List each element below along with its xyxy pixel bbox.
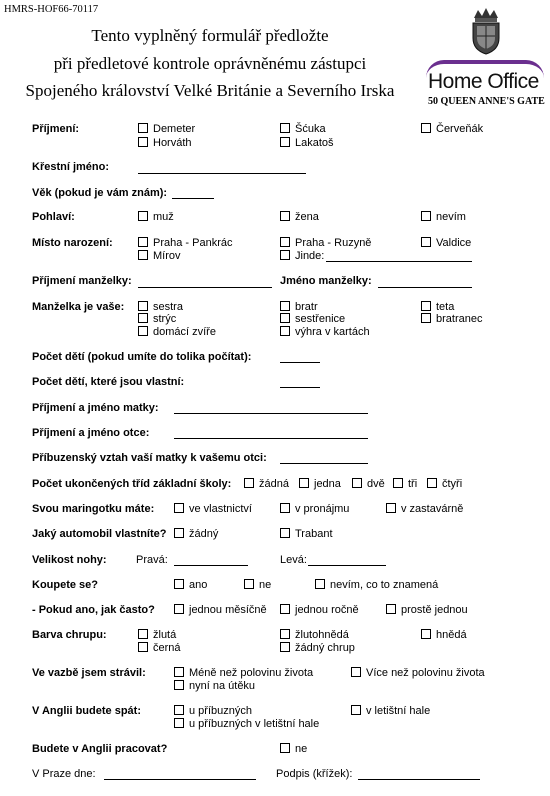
sex-label: Pohlaví:	[32, 211, 75, 223]
teeth-option[interactable]: žádný chrup	[280, 642, 355, 654]
royal-crest-icon	[466, 6, 506, 59]
relation-field[interactable]	[280, 463, 368, 464]
birthplace-option[interactable]: Jinde:	[280, 250, 324, 262]
caravan-label: Svou maringotku máte:	[32, 503, 155, 515]
car-label: Jaký automobil vlastníte?	[32, 528, 167, 540]
wife-is-option[interactable]: teta	[421, 301, 454, 313]
wife-is-option[interactable]: sestřenice	[280, 313, 345, 325]
title-line-3: Spojeného království Velké Británie a Severního Irska	[25, 81, 395, 100]
own-children-label: Počet dětí, které jsou vlastní:	[32, 376, 185, 388]
checkbox[interactable]	[174, 528, 184, 538]
sleep-label: V Anglii budete spát:	[32, 705, 141, 717]
place-date-label: V Praze dne:	[32, 768, 96, 780]
checkbox[interactable]	[280, 743, 290, 753]
school-option[interactable]: jedna	[299, 478, 341, 490]
wife-is-option[interactable]: strýc	[138, 313, 176, 325]
birthplace-option[interactable]: Praha - Ruzyně	[280, 237, 371, 249]
own-children-field[interactable]	[280, 387, 320, 388]
title-line-2: při předletové kontrole oprávněnému zástupci	[53, 54, 367, 73]
logo-address: 50 QUEEN ANNE'S GATE	[428, 96, 545, 107]
wife-is-option[interactable]: výhra v kartách	[280, 326, 370, 338]
foot-left-label: Levá:	[280, 554, 307, 566]
checkbox[interactable]	[386, 604, 396, 614]
checkbox[interactable]	[244, 478, 254, 488]
spouse-name-label: Jméno manželky:	[280, 275, 372, 287]
school-option[interactable]: žádná	[244, 478, 289, 490]
checkbox[interactable]	[280, 313, 290, 323]
teeth-option[interactable]: žlutá	[138, 629, 176, 641]
form-code: HMRS-HOF66-70117	[4, 4, 99, 15]
checkbox[interactable]	[174, 718, 184, 728]
checkbox[interactable]	[280, 604, 290, 614]
sex-option[interactable]: žena	[280, 211, 319, 223]
checkbox[interactable]	[174, 579, 184, 589]
checkbox[interactable]	[280, 301, 290, 311]
title-line-1: Tento vyplněný formulář předložte	[91, 26, 329, 45]
checkbox[interactable]	[174, 680, 184, 690]
birthplace-other-field[interactable]	[326, 261, 472, 262]
prison-option[interactable]: Více než polovinu života	[351, 667, 485, 679]
teeth-option[interactable]: černá	[138, 642, 181, 654]
teeth-option[interactable]: žlutohnědá	[280, 629, 349, 641]
sleep-option[interactable]: u příbuzných v letištní hale	[174, 718, 319, 730]
checkbox[interactable]	[280, 528, 290, 538]
checkbox[interactable]	[280, 326, 290, 336]
checkbox[interactable]	[421, 629, 431, 639]
father-label: Příjmení a jméno otce:	[32, 427, 150, 439]
foot-label: Velikost nohy:	[32, 554, 107, 566]
car-option[interactable]: Trabant	[280, 528, 333, 540]
relation-label: Příbuzenský vztah vaší matky k vašemu otci:	[32, 452, 267, 464]
checkbox[interactable]	[280, 123, 290, 133]
children-field[interactable]	[280, 362, 320, 363]
place-date-field[interactable]	[104, 779, 256, 780]
checkbox[interactable]	[421, 237, 431, 247]
checkbox[interactable]	[138, 642, 148, 652]
checkbox[interactable]	[138, 250, 148, 260]
checkbox[interactable]	[351, 705, 361, 715]
checkbox[interactable]	[174, 667, 184, 677]
prison-label: Ve vazbě jsem strávil:	[32, 667, 146, 679]
how-often-option[interactable]: jednou měsíčně	[174, 604, 267, 616]
sleep-option[interactable]: u příbuzných	[174, 705, 252, 717]
surname-option[interactable]: Šćuka	[280, 123, 326, 135]
wife-is-option[interactable]: domácí zvíře	[138, 326, 216, 338]
foot-right-label: Pravá:	[136, 554, 168, 566]
father-field[interactable]	[174, 438, 368, 439]
school-option[interactable]: čtyři	[427, 478, 462, 490]
checkbox[interactable]	[280, 237, 290, 247]
checkbox[interactable]	[427, 478, 437, 488]
logo-name: Home Office	[428, 70, 539, 93]
checkbox[interactable]	[421, 301, 431, 311]
checkbox[interactable]	[138, 629, 148, 639]
spouse-surname-label: Příjmení manželky:	[32, 275, 132, 287]
school-label: Počet ukončených tříd základní školy:	[32, 478, 232, 490]
spouse-surname-field[interactable]	[138, 287, 272, 288]
checkbox[interactable]	[421, 313, 431, 323]
birthplace-option[interactable]: Mírov	[138, 250, 181, 262]
checkbox[interactable]	[174, 705, 184, 715]
mother-field[interactable]	[174, 413, 368, 414]
checkbox[interactable]	[138, 301, 148, 311]
prison-option[interactable]: nyní na útěku	[174, 680, 255, 692]
checkbox[interactable]	[138, 137, 148, 147]
checkbox[interactable]	[299, 478, 309, 488]
prison-option[interactable]: Méně než polovinu života	[174, 667, 313, 679]
caravan-option[interactable]: v pronájmu	[280, 503, 349, 515]
checkbox[interactable]	[280, 503, 290, 513]
birthplace-option[interactable]: Valdice	[421, 237, 471, 249]
age-field[interactable]	[172, 198, 214, 199]
wife-is-option[interactable]: sestra	[138, 301, 183, 313]
checkbox[interactable]	[138, 313, 148, 323]
birthplace-option[interactable]: Praha - Pankrác	[138, 237, 232, 249]
checkbox[interactable]	[315, 579, 325, 589]
checkbox[interactable]	[351, 667, 361, 677]
checkbox[interactable]	[138, 326, 148, 336]
teeth-label: Barva chrupu:	[32, 629, 107, 641]
school-option[interactable]: dvě	[352, 478, 385, 490]
checkbox[interactable]	[421, 211, 431, 221]
sex-option[interactable]: muž	[138, 211, 174, 223]
checkbox[interactable]	[393, 478, 403, 488]
school-option[interactable]: tři	[393, 478, 417, 490]
checkbox[interactable]	[174, 503, 184, 513]
checkbox[interactable]	[352, 478, 362, 488]
how-often-option[interactable]: prostě jednou	[386, 604, 468, 616]
checkbox[interactable]	[244, 579, 254, 589]
how-often-label: - Pokud ano, jak často?	[32, 604, 155, 616]
checkbox[interactable]	[174, 604, 184, 614]
bathe-option[interactable]: ano	[174, 579, 207, 591]
mother-label: Příjmení a jméno matky:	[32, 402, 159, 414]
bathe-option[interactable]: ne	[244, 579, 271, 591]
surname-option[interactable]: Lakatoš	[280, 137, 334, 149]
signature-field[interactable]	[358, 779, 480, 780]
bathe-label: Koupete se?	[32, 579, 99, 591]
surname-option[interactable]: Demeter	[138, 123, 195, 135]
foot-left-field[interactable]	[308, 565, 386, 566]
caravan-option[interactable]: ve vlastnictví	[174, 503, 252, 515]
birthplace-label: Místo narození:	[32, 237, 113, 249]
spouse-name-field[interactable]	[378, 287, 472, 288]
wife-is-option[interactable]: bratr	[280, 301, 318, 313]
surname-label: Příjmení:	[32, 123, 80, 135]
car-option[interactable]: žádný	[174, 528, 218, 540]
sleep-option[interactable]: v letištní hale	[351, 705, 430, 717]
checkbox[interactable]	[280, 211, 290, 221]
first-name-label: Křestní jméno:	[32, 161, 110, 173]
checkbox[interactable]	[138, 211, 148, 221]
checkbox[interactable]	[138, 123, 148, 133]
signature-label: Podpis (křížek):	[276, 768, 353, 780]
checkbox[interactable]	[421, 123, 431, 133]
wife-is-option[interactable]: bratranec	[421, 313, 482, 325]
surname-option[interactable]: Červeňák	[421, 123, 483, 135]
wife-is-label: Manželka je vaše:	[32, 301, 125, 313]
children-label: Počet dětí (pokud umíte do tolika počítat):	[32, 351, 252, 363]
caravan-option[interactable]: v zastavárně	[386, 503, 463, 515]
how-often-option[interactable]: jednou ročně	[280, 604, 359, 616]
foot-right-field[interactable]	[174, 565, 248, 566]
checkbox[interactable]	[386, 503, 396, 513]
age-label: Věk (pokud je vám znám):	[32, 187, 168, 199]
surname-option[interactable]: Horváth	[138, 137, 192, 149]
checkbox[interactable]	[138, 237, 148, 247]
checkbox[interactable]	[280, 642, 290, 652]
work-label: Budete v Anglii pracovat?	[32, 743, 168, 755]
work-option[interactable]: ne	[280, 743, 307, 755]
sex-option[interactable]: nevím	[421, 211, 466, 223]
teeth-option[interactable]: hnědá	[421, 629, 467, 641]
checkbox[interactable]	[280, 250, 290, 260]
first-name-field[interactable]	[138, 173, 306, 174]
checkbox[interactable]	[280, 137, 290, 147]
bathe-option[interactable]: nevím, co to znamená	[315, 579, 438, 591]
checkbox[interactable]	[280, 629, 290, 639]
